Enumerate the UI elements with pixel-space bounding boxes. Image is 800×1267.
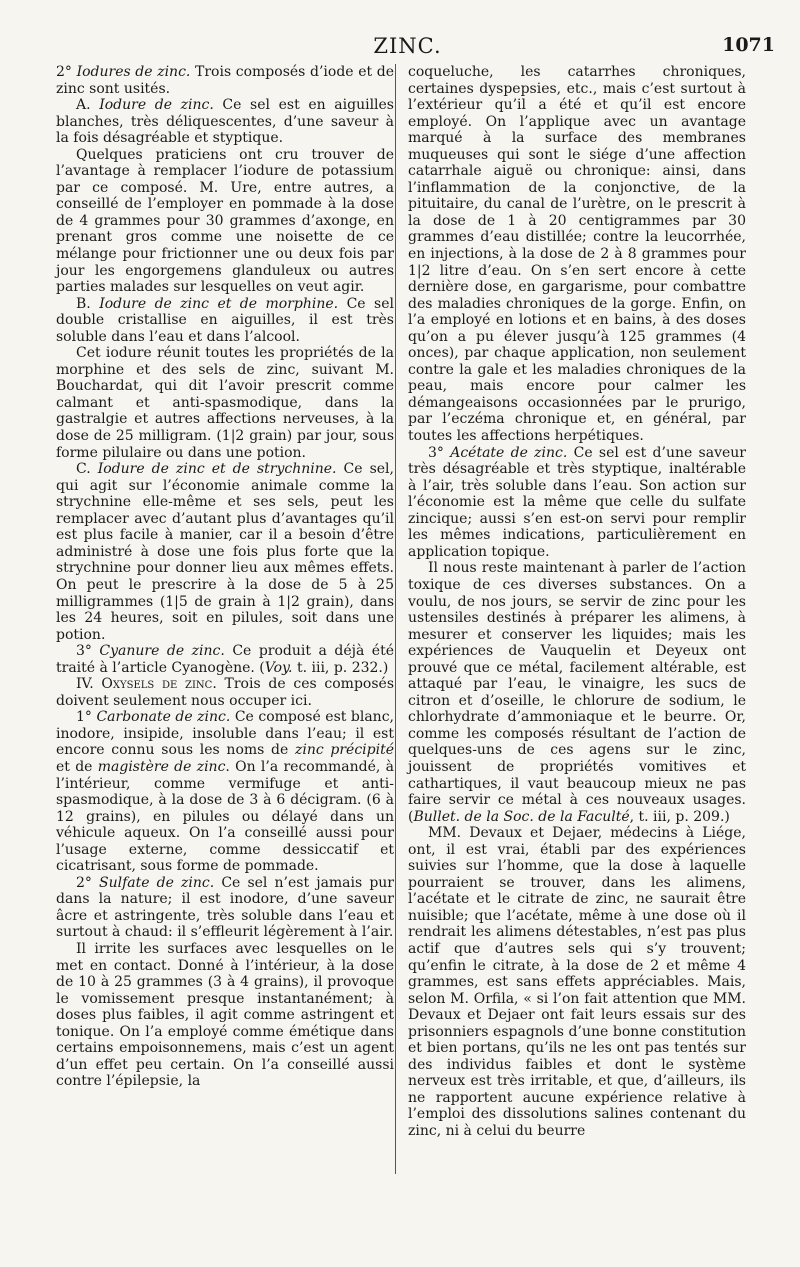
- para-carbonate: 1° Carbonate de zinc. Ce composé est blanc, inodore, insipide, insoluble dans l’eau; il est encore connu sous les noms de zinc précipité et de magistère de zinc. On l’a recommandé, à l’intérieur, comme vermifuge et anti-spasmodique, à la dose de 3 à 6 décigram. (6 à 12 grains), en pilules ou délayé dans un véhicule aqueux. On l’a conseillé aussi pour l’usage externe, comme dessiccatif et cicatrisant, sous forme de pommade.: [56, 709, 395, 875]
- para-praticiens: Quelques praticiens ont cru trouver de l’avantage à remplacer l’iodure de potassium par ce composé. M. Ure, entre autres, a conseillé de l’employer en pommade à la dose de 4 grammes pour 30 grammes d’axonge, en prenant gros comme une noisette de ce mélange pour frictionner une ou deux fois par jour les engorgemens glanduleux ou autres parties malades sur lesquelles on veut agir.: [56, 146, 394, 296]
- para-acetate: 3° Acétate de zinc. Ce sel est d’une saveur très désagréable et très styptique, inaltérable à l’air, très soluble dans l’eau. Son action sur l’économie est la même que celle du sulfate zincique; aussi s’en est-on servi pour remplir les mêmes indications, particulièrement en application topique.: [408, 444, 746, 560]
- para-irrite: Il irrite les surfaces avec lesquelles on le met en contact. Donné à l’intérieur, à la dose de 10 à 25 grammes (3 à 4 grains), il provoque le vomissement presque instantanément; à doses plus faibles, il agit comme astringent et tonique. On l’a employé comme émétique dans certains empoisonnemens, mais c’est un agent d’un effet peu certain. On l’a conseillé aussi contre l’épilepsie, la: [56, 940, 394, 1090]
- left-column: [56, 64, 394, 1090]
- para-sulfate: 2° Sulfate de zinc. Ce sel n’est jamais pur dans la nature; il est inodore, d’une saveur âcre et astringente, très soluble dans l’eau et surtout à chaud: il s’effleurit légèrement à l’air.: [56, 874, 394, 941]
- para-iodures: 2° Iodures de zinc. Trois composés d’iode et de zinc sont usités.: [56, 64, 395, 97]
- column-rule: [395, 64, 396, 1174]
- para-action-toxique: Il nous reste maintenant à parler de l’action toxique de ces diverses substances. On a voulu, de nos jours, se servir de zinc pour les ustensiles destinés à préparer les alimens, à mesurer et conserver les liquides; mais les expériences de Vauquelin et Deyeux ont prouvé que ce métal, facilement altérable, est attaqué par l’eau, le vinaigre, les sucs de citron et d’oseille, le chlorure de sodium, le chlorhydrate d’ammoniaque et le beurre. Or, comme les composés résultant de l’action de quelques-uns de ces agens sur le zinc, jouissent de propriétés vomitives et cathartiques, il vaut beaucoup mieux ne pas faire servir ce métal à ces nouveaux usages. (Bullet. de la Soc. de la Faculté, t. iii, p. 209.): [408, 560, 746, 825]
- para-iodure-morphine: B. Iodure de zinc et de morphine. Ce sel double cristallise en aiguilles, il est très soluble dans l’eau et dans l’alcool.: [56, 295, 394, 345]
- para-iodure-strychnine: C. Iodure de zinc et de strychnine. Ce sel, qui agit sur l’économie animale comme la strychnine elle-même et ses sels, peut les remplacer avec d’autant plus d’avantages qu’il est plus facile à manier, car il a besoin d’être administré à dose une fois plus forte que la strychnine pour donner lieu aux mêmes effets. On peut le prescrire à la dose de 5 à 25 milligrammes (1|5 de grain à 1|2 grain), dans les 24 heures, soit en pilules, soit dans une potion.: [56, 461, 394, 643]
- para-iodure-zinc: A. Iodure de zinc. Ce sel est en aiguilles blanches, très déliquescentes, d’une saveur à la fois désagréable et styptique.: [56, 97, 394, 147]
- running-head: ZINC.: [373, 34, 442, 58]
- right-column: [408, 64, 746, 1140]
- para-devaux-dejaer: MM. Devaux et Dejaer, médecins à Liége, ont, il est vrai, établi par des expériences suivies sur l’homme, que la dose à laquelle pourraient se trouver, dans les alimens, l’acétate et le citrate de zinc, ne saurait être nuisible; que l’acétate, même à une dose où il rendrait les alimens détestables, n’est pas plus actif que d’autres sels qui s’y trouvent; qu’enfin le citrate, à la dose de 2 et même 4 grammes, est sans effets appréciables. Mais, selon M. Orfila, « si l’on fait attention que MM. Devaux et Dejaer ont fait leurs essais sur des prisonniers espagnols d’une bonne constitution et bien portans, qu’ils ne les ont pas tentés sur des individus faibles et dont le système nerveux est très irritable, et que, d’ailleurs, ils ne rapportent aucune expérience relative à l’emploi des dissolutions salines contenant du zinc, ni à celui du beurre: [408, 825, 746, 1139]
- para-bouchardat: Cet iodure réunit toutes les propriétés de la morphine et des sels de zinc, suivant M. Bouchardat, qui dit l’avoir prescrit comme calmant et anti-spasmodique, dans la gastralgie et autres affections nerveuses, à la dose de 25 milligram. (1|2 grain) par jour, sous forme pilulaire ou dans une potion.: [56, 345, 394, 461]
- page-number: 1071: [722, 34, 775, 56]
- page-header: [40, 28, 775, 62]
- para-oxysels: IV. Oxysels de zinc. Trois de ces composés doivent seulement nous occuper ici.: [56, 676, 395, 709]
- para-cyanure: 3° Cyanure de zinc. Ce produit a déjà été traité à l’article Cyanogène. (Voy. t. iii, p. 232.): [56, 643, 395, 676]
- para-coqueluche: coqueluche, les catarrhes chroniques, certaines dyspepsies, etc., mais c’est surtout à l’extérieur qu’il a été et qu’il est encore employé. On l’applique avec un avantage marqué à la surface des membranes muqueuses qui sont le siége d’une affection catarrhale aiguë ou chronique: ainsi, dans l’inflammation de la conjonctive, de la pituitaire, du canal de l’urètre, on le prescrit à la dose de 1 à 20 centigrammes par 30 grammes d’eau distillée; contre la leucorrhée, en injections, à la dose de 2 à 8 grammes pour 1|2 litre d’eau. On s’en sert encore à cette dernière dose, en gargarisme, pour combattre des maladies chroniques de la gorge. Enfin, on l’a employé en lotions et en bains, à des doses qu’on a pu élever jusqu’à 125 grammes (4 onces), par chaque application, non seulement contre la gale et les maladies chroniques de la peau, mais encore pour calmer les démangeaisons occasionnées par le prurigo, par l’eczéma chronique et, en général, par toutes les affections herpétiques.: [408, 64, 746, 445]
